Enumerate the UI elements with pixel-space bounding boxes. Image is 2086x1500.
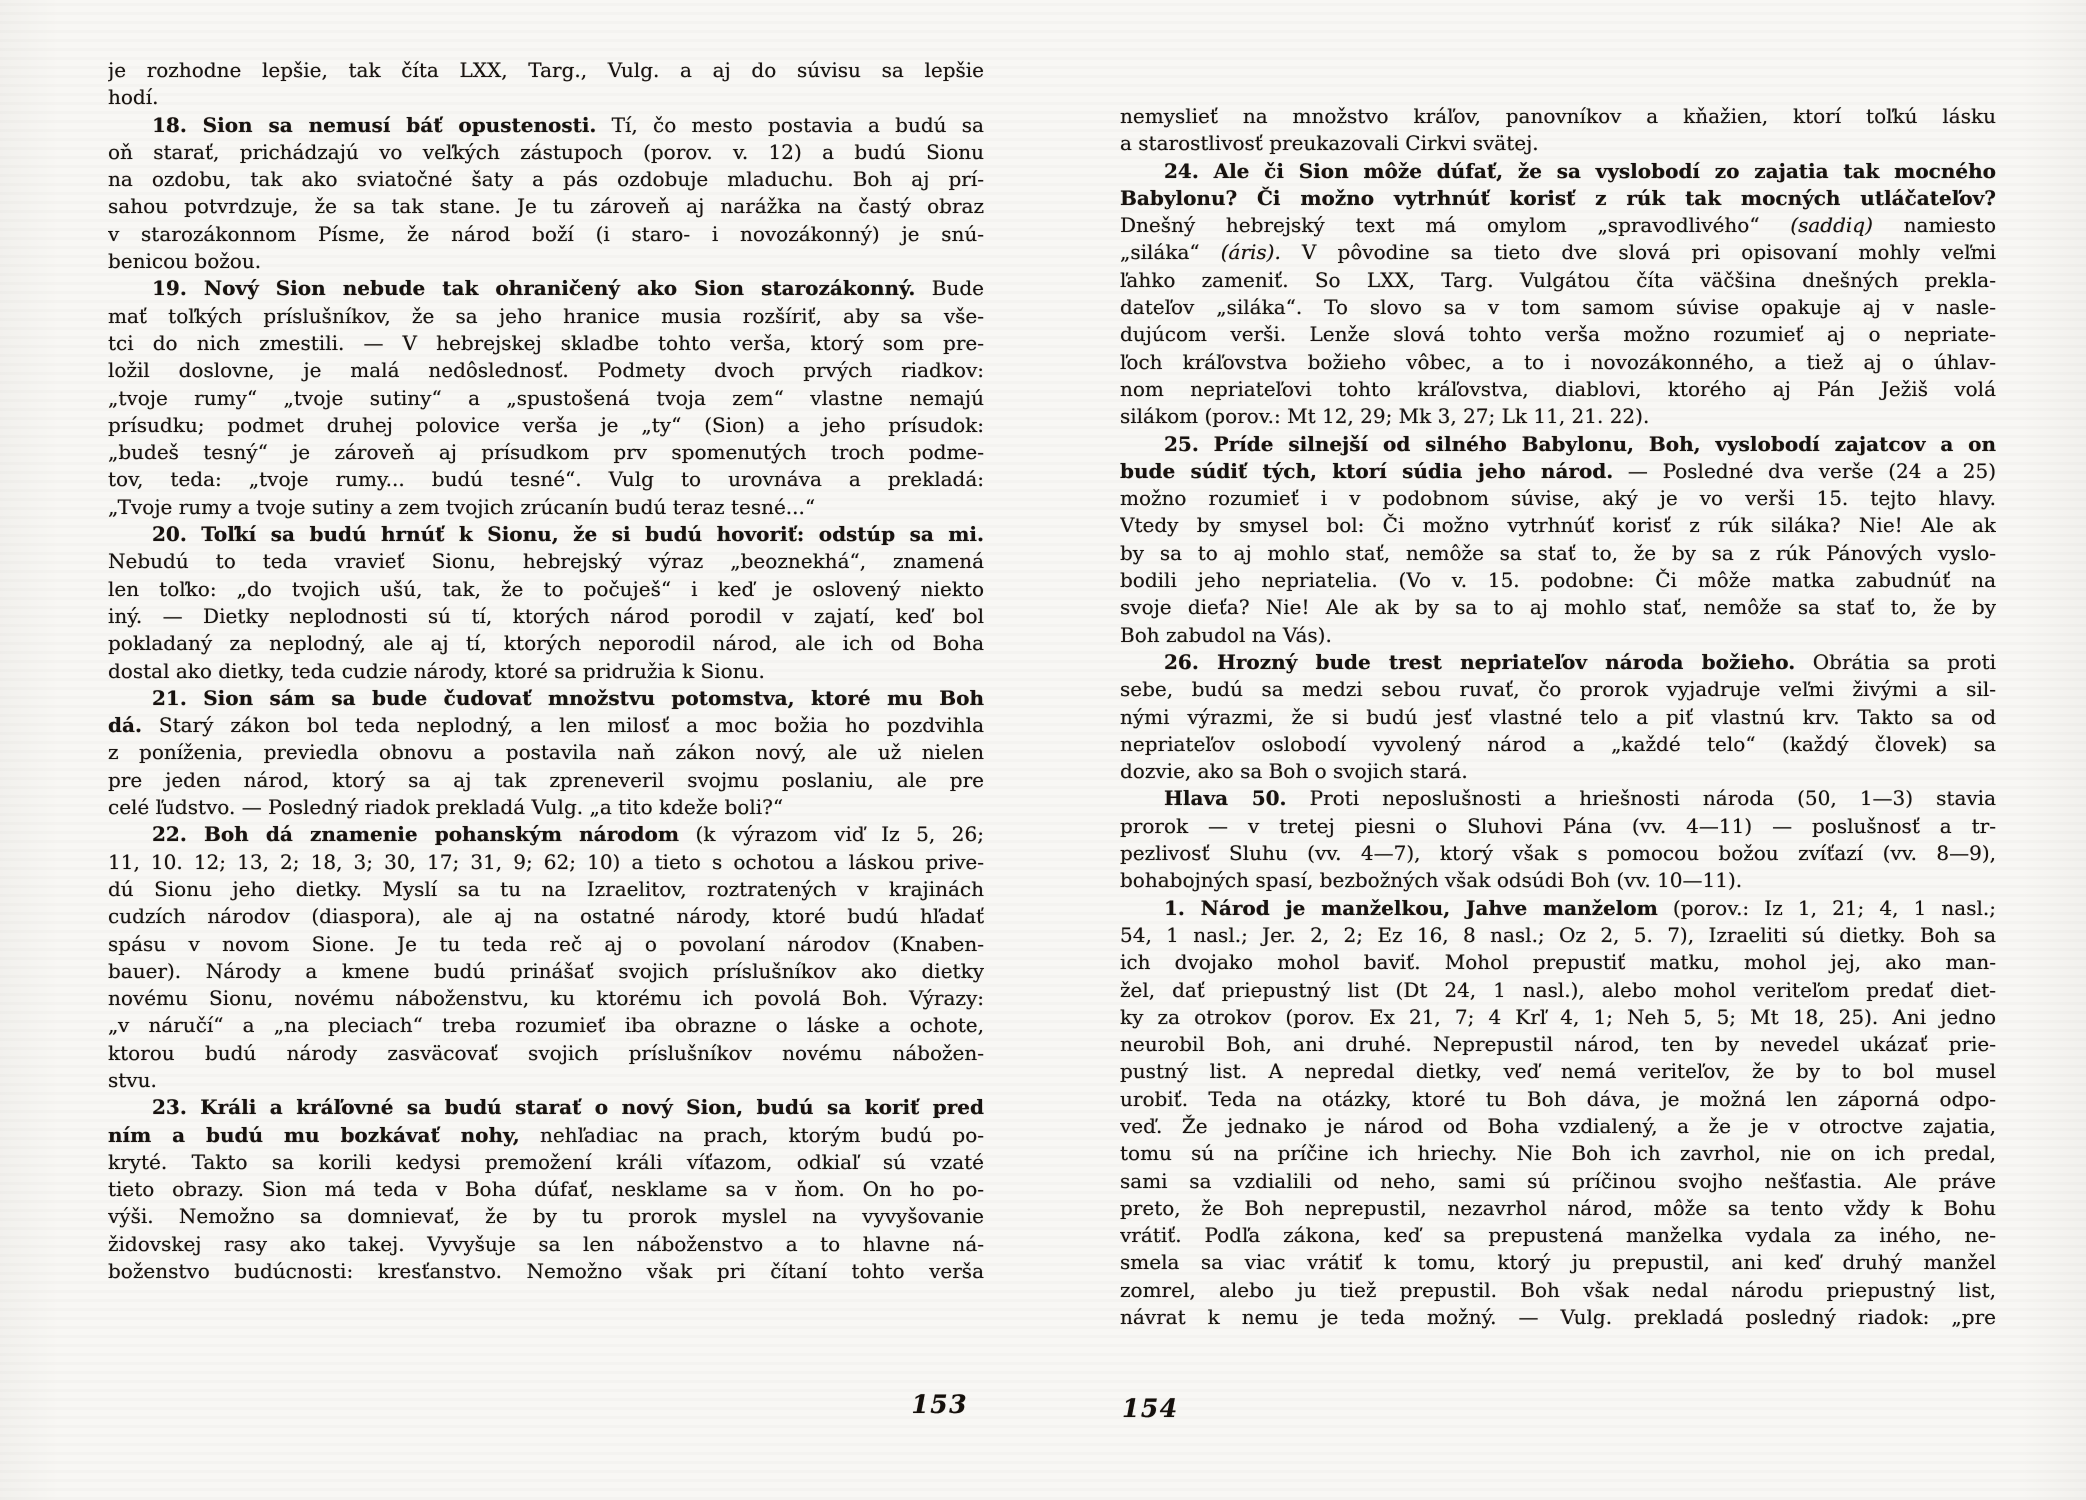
body-text: V pôvodine sa tieto dve slová pri opisovaní mohly veľmi <box>1280 240 1996 265</box>
body-text: boženstvo budúcnosti: kresťanstvo. Nemožno však pri čítaní tohto verša <box>108 1259 984 1284</box>
body-text: dateľov „siláka“. To slovo sa v tom samom súvise opakuje aj v nasle- <box>1120 295 1996 320</box>
bold-lemma-text: ním a budú mu bozkávať nohy, <box>108 1122 520 1147</box>
text-line <box>108 1040 984 1067</box>
text-line <box>1120 895 1996 922</box>
text-line <box>1120 1222 1996 1249</box>
body-text: benicou božou. <box>108 249 262 274</box>
body-text: Starý zákon bol teda neplodný, a len milosť a moc božia ho pozdvihla <box>141 713 984 738</box>
body-text: výši. Nemožno sa domnievať, že by tu prorok myslel na vyvyšovanie <box>108 1204 984 1229</box>
body-text: dostal ako dietky, teda cudzie národy, ktoré sa pridružia k Sionu. <box>108 658 765 683</box>
text-line <box>108 357 984 384</box>
text-line <box>1120 458 1996 485</box>
text-line <box>1120 512 1996 539</box>
text-line <box>108 958 984 985</box>
body-text: Proti neposlušnosti a hriešnosti národa (50, 1—3) stavia <box>1286 786 1996 811</box>
text-line <box>108 876 984 903</box>
text-line <box>108 821 984 848</box>
body-text: neurobil Boh, ani druhé. Neprepustil národ, ten by nevedel ukázať prie- <box>1120 1032 1996 1057</box>
body-text: dozvie, ako sa Boh o svojich stará. <box>1120 759 1468 784</box>
body-text: 54, 1 nasl.; Jer. 2, 2; Ez 16, 8 nasl.; Oz 2, 5. 7), Izraeliti sú dietky. Boh sa <box>1120 922 1996 947</box>
text-line <box>108 630 984 657</box>
text-line <box>108 193 984 220</box>
body-text: novému Sionu, novému náboženstvu, ku ktorému ich povolá Boh. Výrazy: <box>108 986 984 1011</box>
body-text: cudzích národov (diaspora), ale aj na ostatné národy, ktoré budú hľadať <box>108 904 984 929</box>
body-text: (k výrazom viď Iz 5, 26; <box>679 822 984 847</box>
text-line <box>1120 813 1996 840</box>
body-text: spásu v novom Sione. Je tu teda reč aj o povolaní národov (Knaben- <box>108 931 984 956</box>
body-text: veď. Že jednako je národ od Boha vzdialený, a že je v otroctve zajatia, <box>1120 1113 1996 1138</box>
body-text: celé ľudstvo. — Posledný riadok prekladá Vulg. „a tito kdeže boli?“ <box>108 795 784 820</box>
text-line <box>1120 1004 1996 1031</box>
bold-lemma-text: 24. Ale či Sion môže dúfať, že sa vyslobodí zo zajatia tak mocného <box>1164 158 1996 183</box>
text-line <box>1120 622 1996 649</box>
bold-lemma-text: 18. Sion sa nemusí báť opustenosti. <box>152 112 597 137</box>
body-text: (porov.: Iz 1, 21; 4, 1 nasl.; <box>1657 895 1996 920</box>
body-text: nými výrazmi, že si budú jesť vlastné telo a piť vlastnú krv. Takto sa od <box>1120 704 1996 729</box>
body-text: smela sa viac vrátiť k tomu, ktorý ju prepustil, ani keď druhý manžel <box>1120 1250 1996 1275</box>
body-text: „budeš tesný“ je zároveň aj prísudkom prv spomenutých troch podme- <box>108 440 984 465</box>
text-line <box>1120 376 1996 403</box>
text-line <box>108 1203 984 1230</box>
body-text: Dnešný hebrejský text má omylom „spravodlivého“ <box>1120 213 1791 238</box>
body-text: urobiť. Teda na otázky, ktoré tu Boh dáva, je možná len záporná odpo- <box>1120 1086 1996 1111</box>
bold-lemma-text: Babylonu? Či možno vytrhnúť korisť z rúk tak mocných utláčateľov? <box>1120 185 1996 210</box>
body-text: „siláka“ <box>1120 240 1221 265</box>
text-line <box>1120 1058 1996 1085</box>
body-text: „tvoje rumy“ „tvoje sutiny“ a „spustošená tvoja zem“ vlastne nemajú <box>108 385 984 410</box>
text-line <box>1120 267 1996 294</box>
text-line <box>1120 676 1996 703</box>
text-line <box>1120 1277 1996 1304</box>
text-line <box>1120 403 1996 430</box>
bold-lemma-text: dá. <box>108 713 142 738</box>
text-line <box>108 658 984 685</box>
bold-lemma-text: 22. Boh dá znamenie pohanským národom <box>152 822 679 847</box>
text-line <box>108 794 984 821</box>
body-text: sami sa vzdialili od neho, sami sú príčinou svojho nešťastia. Ale práve <box>1120 1168 1996 1193</box>
text-line <box>1120 949 1996 976</box>
text-line <box>108 112 984 139</box>
text-line <box>108 576 984 603</box>
text-line <box>108 303 984 330</box>
text-line <box>1120 349 1996 376</box>
text-line <box>1120 485 1996 512</box>
text-line <box>108 521 984 548</box>
body-text: tieto obrazy. Sion má teda v Boha dúfať, nesklame sa v ňom. On ho po- <box>108 1177 984 1202</box>
text-line <box>108 439 984 466</box>
body-text: tov, teda: „tvoje rumy... budú tesné“. Vulg to urovnáva a prekladá: <box>108 467 984 492</box>
text-line <box>108 931 984 958</box>
text-line <box>1120 731 1996 758</box>
body-text: 11, 10. 12; 13, 2; 18, 3; 30, 17; 31, 9; 62; 10) a tieto s ochotou a láskou prive- <box>108 849 984 874</box>
italic-term: (saddiq) <box>1790 213 1873 238</box>
text-line <box>1120 594 1996 621</box>
text-line <box>108 1012 984 1039</box>
text-line <box>1120 212 1996 239</box>
text-line <box>1120 239 1996 266</box>
body-text: na ozdobu, tak ako sviatočné šaty a pás ozdobuje mladuchu. Boh aj prí- <box>108 167 984 192</box>
bold-lemma-text: 20. Toľkí sa budú hrnúť k Sionu, že si budú hovoriť: odstúp sa mi. <box>152 522 984 547</box>
text-line <box>1120 922 1996 949</box>
body-text: bohabojných spasí, bezbožných však odsúdi Boh (vv. 10—11). <box>1120 868 1743 893</box>
text-line <box>1120 1113 1996 1140</box>
body-text: by sa to aj mohlo stať, nemôže sa stať to, že by sa z rúk Pánových vyslo- <box>1120 540 1996 565</box>
text-line <box>108 603 984 630</box>
text-line <box>1120 321 1996 348</box>
body-text: ky za otrokov (porov. Ex 21, 7; 4 Krľ 4, 1; Neh 5, 5; Mt 18, 25). Ani jedno <box>1120 1004 1996 1029</box>
body-text: kryté. Takto sa korili kedysi premožení králi víťazom, odkiaľ sú vzaté <box>108 1149 984 1174</box>
body-text: bodili jeho nepriatelia. (Vo v. 15. podobne: Či môže matka zabudnúť na <box>1120 568 1996 593</box>
bold-lemma-text: 1. Národ je manželkou, Jahve manželom <box>1164 895 1658 920</box>
text-line <box>108 1176 984 1203</box>
body-text: Boh zabudol na Vás). <box>1120 622 1332 647</box>
body-text: žel, dať priepustný list (Dt 24, 1 nasl.), alebo mohol veriteľom predať diet- <box>1120 977 1996 1002</box>
body-text: bauer). Národy a kmene budú prinášať svojich príslušníkov ako dietky <box>108 958 984 983</box>
text-line <box>108 139 984 166</box>
text-line <box>1120 649 1996 676</box>
text-line <box>1120 1031 1996 1058</box>
text-line <box>1120 158 1996 185</box>
body-text: namiesto <box>1872 213 1996 238</box>
body-text: vrátiť. Podľa zákona, keď sa prepustená manželka vydala za iného, ne- <box>1120 1223 1996 1248</box>
text-line <box>1120 1249 1996 1276</box>
body-text: dujúcom verši. Lenže slová tohto verša možno rozumieť aj o nepriate- <box>1120 322 1996 347</box>
text-line <box>108 221 984 248</box>
text-line <box>1120 840 1996 867</box>
body-text: — Posledné dva verše (24 a 25) <box>1613 458 1996 483</box>
body-text: z poníženia, previedla obnovu a postavila naň zákon nový, ale už nielen <box>108 740 984 765</box>
text-line <box>108 1094 984 1121</box>
body-text: Tí, čo mesto postavia a budú sa <box>596 112 984 137</box>
body-text: pokladaný za neplodný, ale aj tí, ktorých neporodil národ, ale ich od Boha <box>108 631 984 656</box>
body-text: prísudku; podmet druhej polovice verša je „ty“ (Sion) a jeho prísudok: <box>108 412 984 437</box>
body-text: prorok — v tretej piesni o Sluhovi Pána (vv. 4—11) — poslušnosť a tr- <box>1120 813 1996 838</box>
text-line <box>108 985 984 1012</box>
text-line <box>1120 431 1996 458</box>
text-line <box>1120 977 1996 1004</box>
text-line <box>108 1122 984 1149</box>
text-line <box>108 1258 984 1285</box>
text-line <box>108 57 984 84</box>
body-text: stvu. <box>108 1067 157 1092</box>
body-text: pre jeden národ, ktorý sa aj tak zpreneveril svojmu poslaniu, ale pre <box>108 767 984 792</box>
text-line <box>1120 1086 1996 1113</box>
body-text: tomu sú na príčine ich hriechy. Nie Boh ich zavrhol, nie on ich predal, <box>1120 1141 1996 1166</box>
text-line <box>108 1067 984 1094</box>
page-number-154: 154 <box>1122 1394 1179 1423</box>
body-text: nom nepriateľovi tohto kráľovstva, diablovi, ktorého aj Pán Ježiš volá <box>1120 376 1996 401</box>
body-text: preto, že Boh neprepustil, nezavrhol národ, môže sa tento vždy k Bohu <box>1120 1195 1996 1220</box>
body-text: ložil doslovne, je malá nedôslednosť. Podmety dvoch prvých riadkov: <box>108 358 984 383</box>
body-text: ľahko zameniť. So LXX, Targ. Vulgátou číta väčšina dnešných prekla- <box>1120 267 1996 292</box>
text-line <box>1120 567 1996 594</box>
body-text: dú Sionu jeho dietky. Myslí sa tu na Izraelitov, roztratených v krajinách <box>108 876 984 901</box>
text-line <box>1120 103 1996 130</box>
text-line <box>108 1231 984 1258</box>
text-line <box>108 767 984 794</box>
body-text: iný. — Dietky neplodnosti sú tí, ktorých národ porodil v zajatí, keď bol <box>108 603 984 628</box>
text-line <box>1120 867 1996 894</box>
body-text: v starozákonnom Písme, že národ boží (i staro- i novozákonný) je snú- <box>108 221 984 246</box>
text-line <box>1120 1168 1996 1195</box>
body-text: nehľadiac na prach, ktorým budú po- <box>519 1122 984 1147</box>
text-line <box>108 685 984 712</box>
text-line <box>1120 785 1996 812</box>
body-text: Vtedy by smysel bol: Či možno vytrhnúť korisť z rúk siláka? Nie! Ale ak <box>1120 513 1996 538</box>
body-text: len toľko: „do tvojich ušú, tak, že to počuješ“ i keď je oslovený niekto <box>108 576 984 601</box>
bold-lemma-text: 26. Hrozný bude trest nepriateľov národa božieho. <box>1164 649 1796 674</box>
bold-lemma-text: 23. Králi a kráľovné sa budú starať o nový Sion, budú sa koriť pred <box>152 1095 984 1120</box>
body-text: návrat k nemu je teda možný. — Vulg. prekladá posledný riadok: „pre <box>1120 1305 1996 1330</box>
body-text: ľoch kráľovstva božieho vôbec, a to i novozákonného, a tiež aj o úhlav- <box>1120 349 1996 374</box>
body-text: a starostlivosť preukazovali Cirkvi svätej. <box>1120 131 1539 156</box>
body-text: židovskej rasy ako takej. Vyvyšuje sa len náboženstvo a to hlavne ná- <box>108 1231 984 1256</box>
text-line <box>108 903 984 930</box>
page-number-153: 153 <box>911 1390 968 1419</box>
body-text: tci do nich zmestili. — V hebrejskej skladbe tohto verša, ktorý som pre- <box>108 330 984 355</box>
text-line <box>1120 758 1996 785</box>
text-line <box>108 548 984 575</box>
body-text: pezlivosť Sluhu (vv. 4—7), ktorý však s pomocou božou zvíťazí (vv. 8—9), <box>1120 841 1996 866</box>
bold-lemma-text: 25. Príde silnejší od silného Babylonu, Boh, vyslobodí zajatcov a on <box>1164 431 1996 456</box>
text-line <box>108 494 984 521</box>
text-line <box>108 849 984 876</box>
text-line <box>108 166 984 193</box>
text-line <box>108 1149 984 1176</box>
text-line <box>1120 185 1996 212</box>
body-text: Bude <box>915 276 984 301</box>
text-line <box>1120 1195 1996 1222</box>
page-153-text-column <box>108 57 984 1285</box>
page-154-text-column <box>1120 103 1996 1331</box>
body-text: Nebudú to teda vravieť Sionu, hebrejský výraz „beoznekhá“, znamená <box>108 549 984 574</box>
text-line <box>1120 130 1996 157</box>
text-line <box>1120 704 1996 731</box>
body-text: nemyslieť na množstvo kráľov, panovníkov a kňažien, ktorí toľkú lásku <box>1120 104 1996 128</box>
body-text: ich dvojako mohol baviť. Mohol prepustiť matku, mohol jej, ako man- <box>1120 950 1996 975</box>
body-text: zomrel, alebo ju tiež prepustil. Boh však nedal národu priepustný list, <box>1120 1277 1996 1302</box>
body-text: Obrátia sa proti <box>1795 649 1996 674</box>
bold-lemma-text: bude súdiť tých, ktorí súdia jeho národ. <box>1120 458 1614 483</box>
text-line <box>108 466 984 493</box>
bold-lemma-text: Hlava 50. <box>1164 786 1287 811</box>
bold-lemma-text: 21. Sion sám sa bude čudovať množstvu potomstva, ktoré mu Boh <box>152 685 984 710</box>
body-text: silákom (porov.: Mt 12, 29; Mk 3, 27; Lk 11, 21. 22). <box>1120 404 1650 429</box>
bold-lemma-text: 19. Nový Sion nebude tak ohraničený ako Sion starozákonný. <box>152 276 916 301</box>
text-line <box>108 330 984 357</box>
body-text: sebe, budú sa medzi sebou ruvať, čo prorok vyjadruje veľmi živými a sil- <box>1120 677 1996 702</box>
body-text: svoje dieťa? Nie! Ale ak by sa to aj mohlo stať, nemôže sa stať to, že by <box>1120 595 1996 620</box>
text-line <box>1120 540 1996 567</box>
body-text: „v náručí“ a „na pleciach“ treba rozumieť iba obrazne o láske a ochote, <box>108 1013 984 1038</box>
italic-term: (áris). <box>1220 240 1281 265</box>
text-line <box>1120 294 1996 321</box>
body-text: možno rozumieť i v podobnom súvise, aký je vo verši 15. tejto hlavy. <box>1120 486 1996 511</box>
text-line <box>108 712 984 739</box>
body-text: sahou potvrdzuje, že sa tak stane. Je tu zároveň aj narážka na častý obraz <box>108 194 984 219</box>
body-text: „Tvoje rumy a tvoje sutiny a zem tvojich zrúcanín budú teraz tesné...“ <box>108 494 816 519</box>
text-line <box>108 84 984 111</box>
body-text: oň starať, prichádzajú vo veľkých zástupoch (porov. v. 12) a budú Sionu <box>108 139 984 164</box>
text-line <box>1120 1304 1996 1331</box>
body-text: nepriateľov oslobodí vyvolený národ a „každé telo“ (každý človek) sa <box>1120 731 1996 756</box>
body-text: mať toľkých príslušníkov, že sa jeho hranice musia rozšíriť, aby sa vše- <box>108 303 984 328</box>
text-line <box>1120 1140 1996 1167</box>
text-line <box>108 739 984 766</box>
text-line <box>108 385 984 412</box>
text-line <box>108 275 984 302</box>
body-text: hodí. <box>108 85 159 110</box>
text-line <box>108 412 984 439</box>
body-text: ktorou budú národy zasväcovať svojich príslušníkov novému nábožen- <box>108 1040 984 1065</box>
text-line <box>108 248 984 275</box>
body-text: je rozhodne lepšie, tak číta LXX, Targ., Vulg. a aj do súvisu sa lepšie <box>108 58 984 82</box>
body-text: pustný list. A nepredal dietky, veď nemá veriteľov, že by to bol musel <box>1120 1059 1996 1084</box>
